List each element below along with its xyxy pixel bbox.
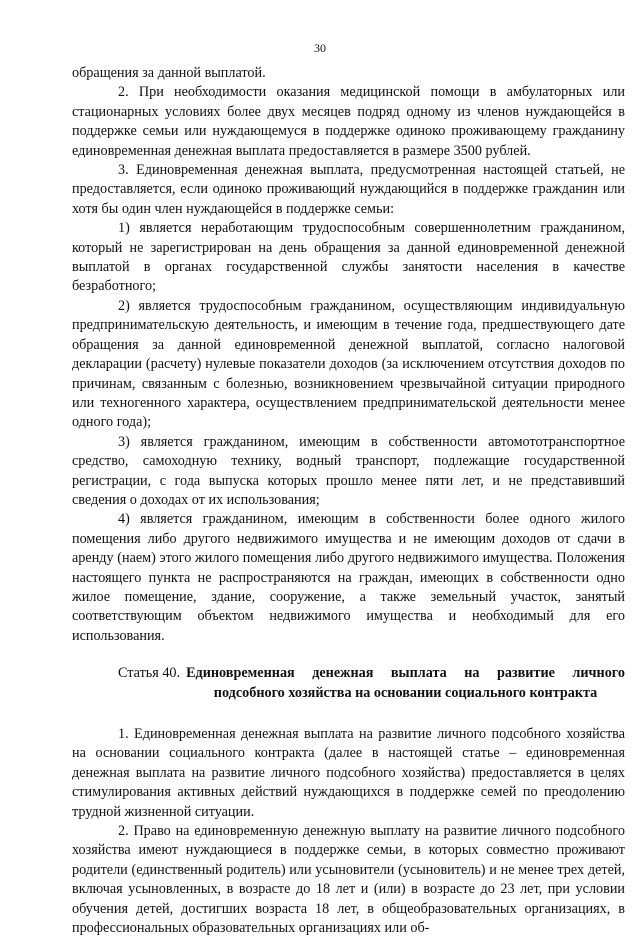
paragraph-item-3: 3. Единовременная денежная выплата, предусмотренная настоящей статьей, не предоставляется, если одиноко проживающий нуждающийся в поддержке гражданин или хотя бы один член нуждающейся в поддержке семьи: xyxy=(72,162,625,217)
subitem-1: 1) является неработающим трудоспособным совершеннолетним гражданином, который не зарегистрирован на день обращения за данной единовременной денежной выплатой в органах государственной службы занятости населения в качестве безработного; xyxy=(72,220,625,295)
page-number: 30 xyxy=(314,41,326,55)
subitem-3: 3) является гражданином, имеющим в собственности автомототранспортное средство, самоходную технику, водный транспорт, подлежащие государственной регистрации, с года выпуска которых прошло менее пяти лет, и не представивший сведения о доходах от их использования; xyxy=(72,433,625,508)
subitem-2: 2) является трудоспособным гражданином, осуществляющим индивидуальную предпринимательскую деятельность, и имеющим в течение года, предшествующего дате обращения за данной единовременной денежной выплатой, согласно налоговой декларации (расчету) нулевые показатели доходов (за исключением отсутствия доходов по причинам, связанным с болезнью, возникновением чрезвычайной ситуации природного или техногенного характера, осуществлением предпринимательской деятельности менее одного года); xyxy=(72,297,625,431)
article-label: Статья 40. xyxy=(118,665,181,682)
document-body xyxy=(72,64,625,938)
article-title: Единовременная денежная выплата на развитие личного подсобного хозяйства на основании социального контракта xyxy=(186,665,625,701)
article-paragraph-1: 1. Единовременная денежная выплата на развитие личного подсобного хозяйства на основании социального контракта (далее в настоящей статье – единовременная денежная выплата на развитие личного подсобного хозяйства) предоставляется в целях стимулирования активных действий нуждающихся в поддержке семей по преодолению трудной жизненной ситуации. xyxy=(72,726,625,820)
paragraph-item-2: 2. При необходимости оказания медицинской помощи в амбулаторных или стационарных условиях более двух месяцев подряд одному из членов нуждающейся в поддержке семьи или нуждающемуся в поддержке одиноко проживающему гражданину единовременная денежная выплата предоставляется в размере 3500 рублей. xyxy=(72,84,625,159)
article-heading xyxy=(72,664,625,703)
article-paragraph-2: 2. Право на единовременную денежную выплату на развитие личного подсобного хозяйства имеют нуждающиеся в поддержке семьи, в которых совместно проживают родители (единственный родитель) или усыновители (усыновитель) и не менее трех детей, включая усыновленных, в возрасте до 18 лет и (или) в возрасте до 23 лет, при условии обучения детей, достигших возраста 18 лет, в общеобразовательных организациях, в профессиональных образовательных организациях или об- xyxy=(72,823,625,937)
subitem-4: 4) является гражданином, имеющим в собственности более одного жилого помещения либо другого недвижимого имущества и не имеющим доходов от сдачи в аренду (наем) этого жилого помещения либо другого недвижимого имущества. Положения настоящего пункта не распространяются на граждан, имеющих в собственности одно жилое помещение, здание, сооружение, а также земельный участок, занятый соответствующим объектом недвижимого имущества и необходимый для его использования. xyxy=(72,511,625,644)
paragraph-continuation: обращения за данной выплатой. xyxy=(72,65,266,81)
